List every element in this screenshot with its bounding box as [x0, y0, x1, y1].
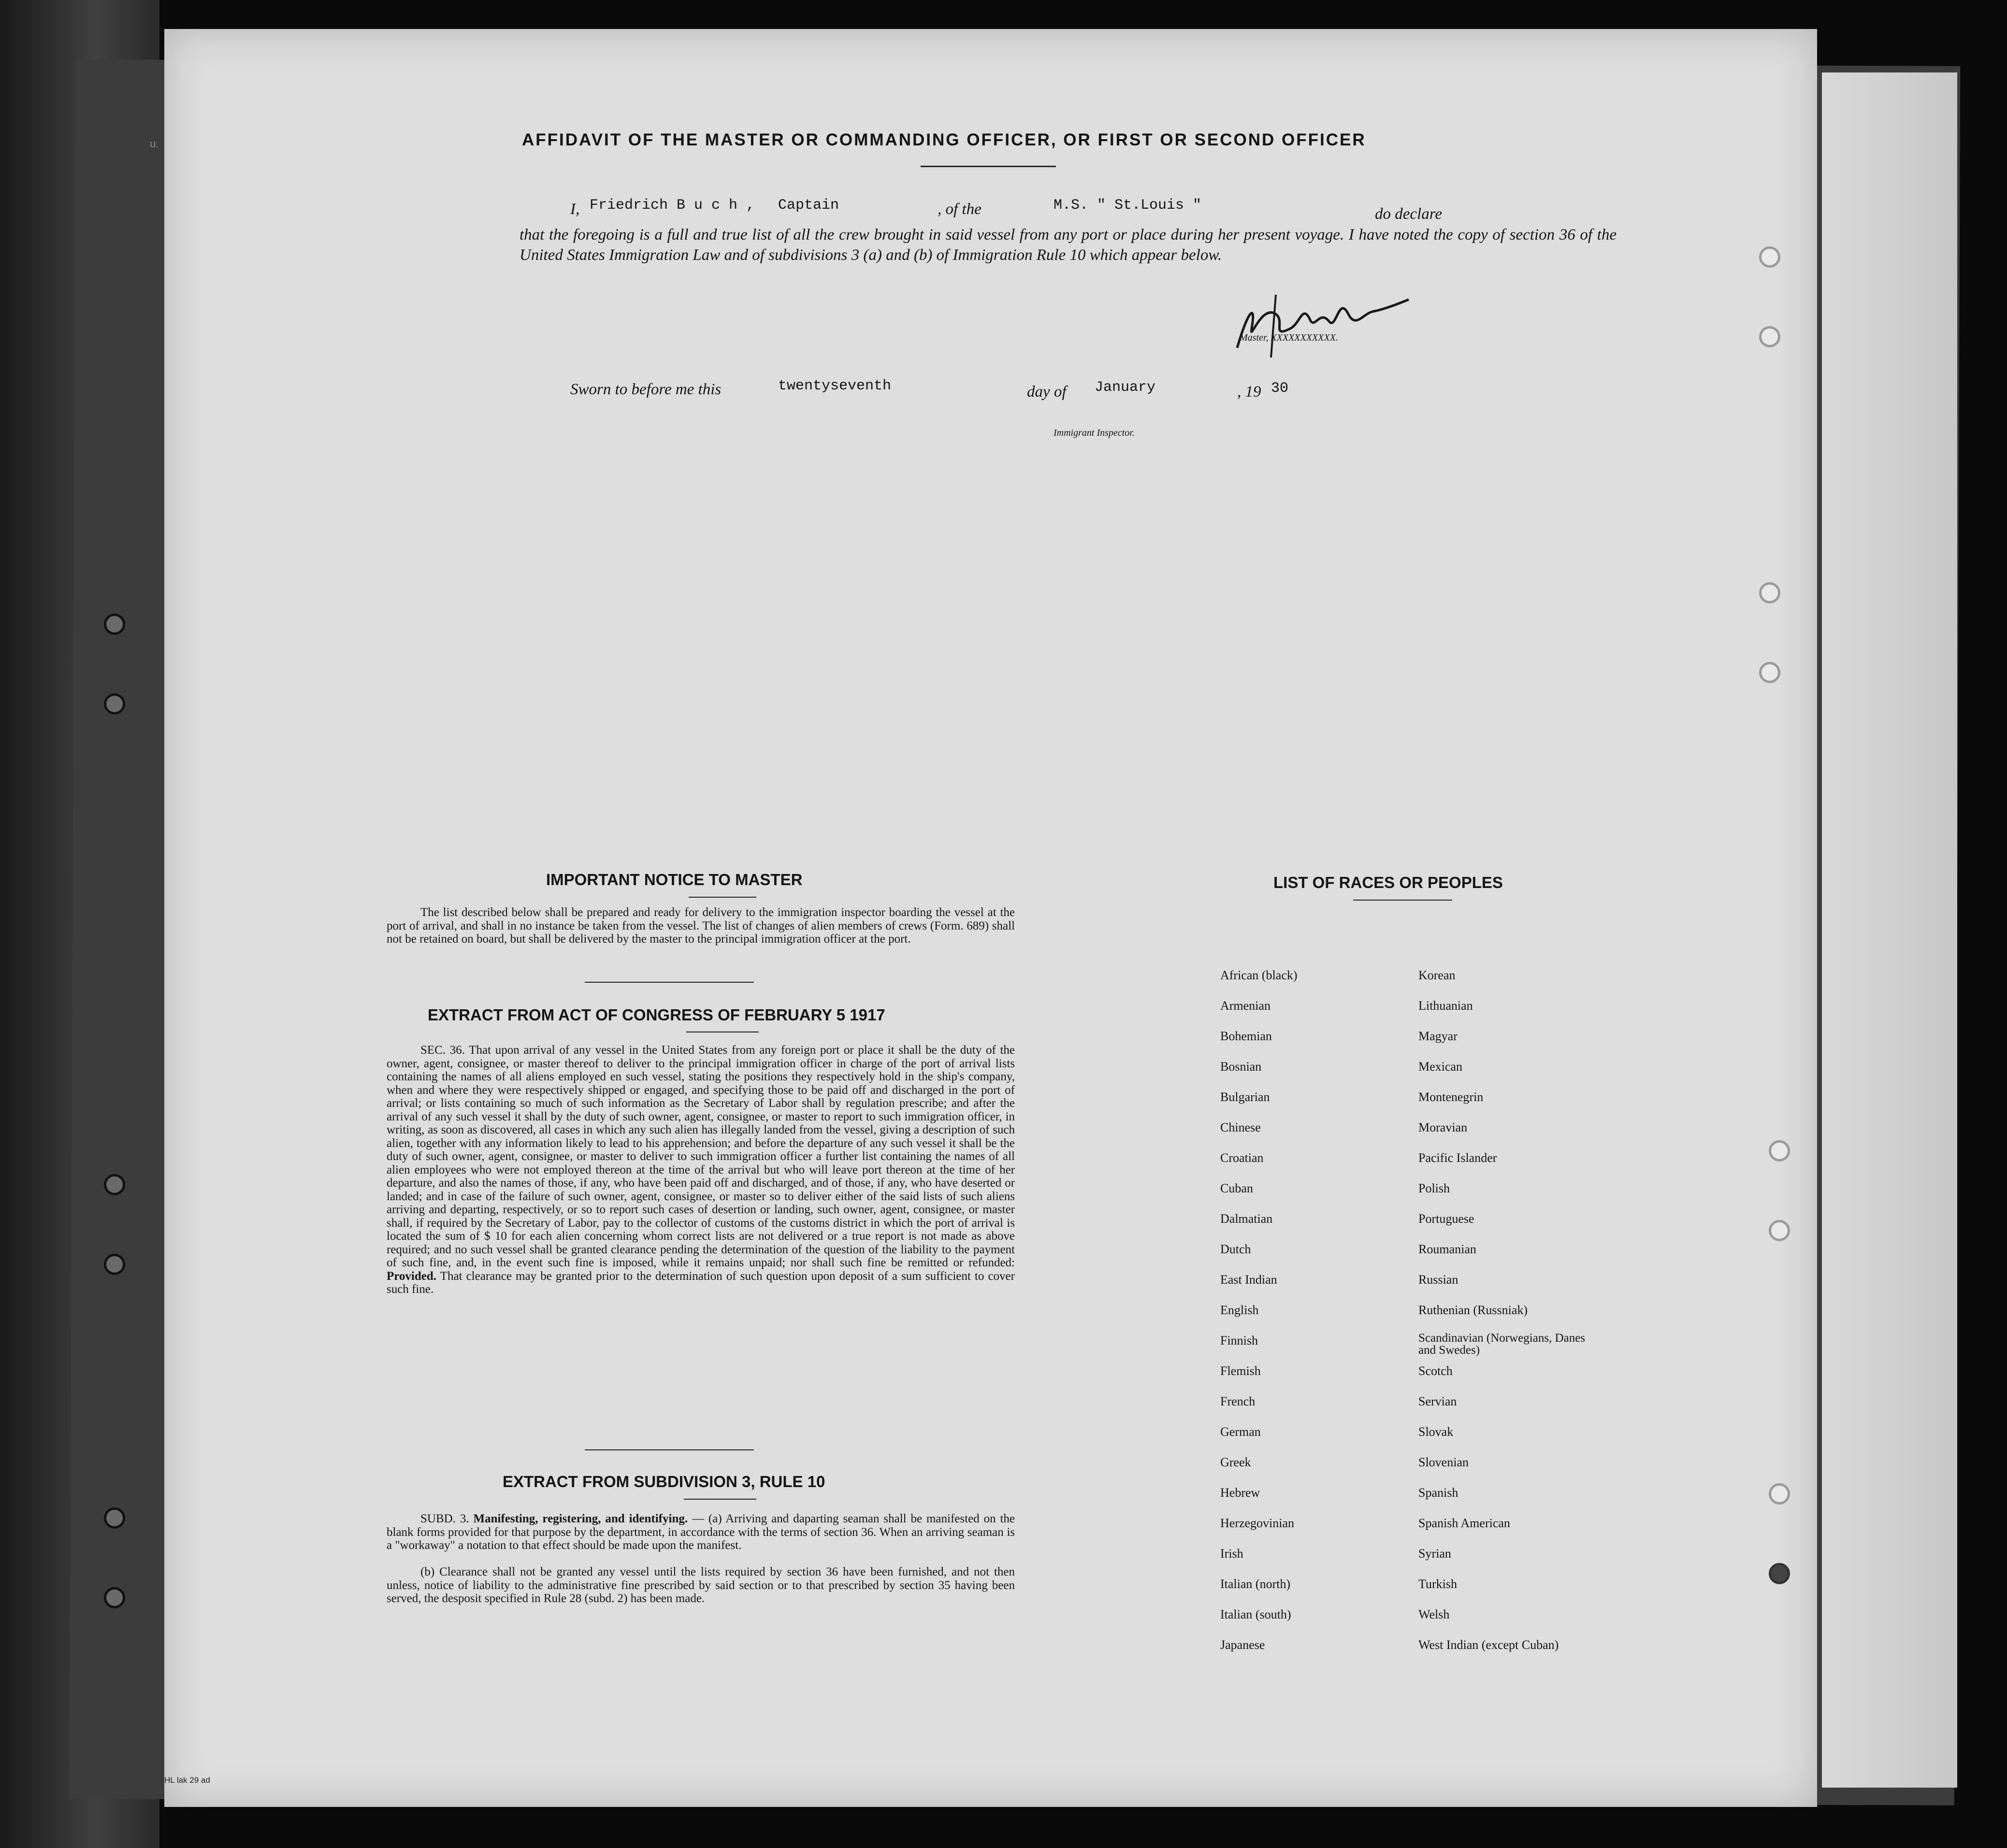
affidavit-intro: I, [570, 201, 580, 218]
sworn-month: January [1095, 379, 1156, 396]
race-item: Montenegrin [1418, 1090, 1484, 1104]
section-divider [585, 1449, 754, 1450]
day-of-label: day of [1027, 383, 1067, 401]
rule-subd-b: (b) Clearance shall not be granted any vessel until the lists required by section 36 have been furnished, and not then unless, notice of liability to the administrative fine prescribed by said section or to that prescribed by section 35 having been served, the desposit specified in Rule 28 (subd. 2) has been made. [387, 1565, 1015, 1605]
notice-body: The list described below shall be prepared and ready for delivery to the immigration inspector boarding the vessel at the port of arrival, and shall in no instance be taken from the vessel. The list of changes of alien members of crews (Form. 689) shall not be retained on board, but shall be delivered by the master to the principal immigration officer at the port. [387, 906, 1015, 945]
race-item: Mexican [1418, 1060, 1462, 1074]
race-item: West Indian (except Cuban) [1418, 1638, 1559, 1652]
declare-label: do declare [1375, 205, 1442, 223]
of-the-label: , of the [938, 201, 982, 218]
punch-hole [1769, 1220, 1790, 1241]
race-item: Chinese [1220, 1120, 1261, 1134]
race-item: Moravian [1418, 1120, 1468, 1134]
race-item: Italian (south) [1220, 1607, 1291, 1621]
master-rank: Captain [778, 197, 839, 214]
punch-hole [1769, 1483, 1790, 1504]
race-item: Slovak [1418, 1425, 1454, 1439]
race-item: Italian (north) [1220, 1577, 1291, 1591]
vessel-name: M.S. " St.Louis " [1054, 197, 1202, 214]
notice-title: IMPORTANT NOTICE TO MASTER [546, 871, 803, 888]
affidavit-body: that the foregoing is a full and true list of all the crew brought in said vessel from any port or place during her present voyage. I have noted the copy of section 36 of the United States Immigration Law and of subdivisions 3 (a) and (b) of Immigration Rule 10 which appear below. [520, 226, 1617, 264]
race-item: Bulgarian [1220, 1090, 1270, 1104]
race-item: Magyar [1418, 1029, 1458, 1043]
race-item: Scotch [1418, 1364, 1453, 1378]
race-item: Finnish [1220, 1333, 1258, 1347]
race-item: Croatian [1220, 1151, 1264, 1165]
notice-rule [689, 897, 756, 898]
rule-rule [684, 1499, 756, 1500]
year-label: , 19 [1237, 383, 1261, 401]
punch-hole [1759, 246, 1780, 268]
race-item: Cuban [1220, 1181, 1253, 1195]
title-rule [921, 166, 1056, 167]
race-item: Slovenian [1418, 1455, 1469, 1469]
section-divider [585, 982, 754, 983]
races-rule [1353, 900, 1452, 901]
inspector-label: Immigrant Inspector. [1054, 428, 1135, 438]
race-item: Servian [1418, 1394, 1457, 1408]
race-item: Lithuanian [1418, 999, 1473, 1013]
races-title: LIST OF RACES OR PEOPLES [1273, 874, 1503, 891]
punch-hole [1759, 662, 1780, 683]
race-item: Syrian [1418, 1547, 1451, 1561]
race-item: Armenian [1220, 999, 1271, 1013]
master-signature-label: Master, XXXXXXXXXXX. [1240, 332, 1338, 343]
act-title: EXTRACT FROM ACT OF CONGRESS OF FEBRUARY 5 1917 [428, 1006, 885, 1024]
sworn-day: twentyseventh [778, 378, 892, 394]
affidavit-page [164, 29, 1817, 1807]
race-item: Portuguese [1418, 1212, 1474, 1226]
act-body: SEC. 36. That upon arrival of any vessel in the United States from any foreign port or place it shall be the duty of the owner, agent, consignee, or master thereof to deliver to the principal immigration officer in charge of the port of arrival lists containing the names of all aliens employed en such vessel, stating the positions they respectively hold in the ship's company, when and where they were respectively shipped or engaged, and specifying those to be paid off and discharged in the port of arrival; or lists containing so much of such information as the Secretary of Labor shall by regulation prescribe; and after the arrival of any such vessel it shall by the duty of such owner, agent, consignee, or master to report to such immigration officer, in writing, as soon as discovered, all cases in which any such alien has illegally landed from the vessel, giving a description of such alien, together with any information likely to lead to his apprehension; and before the departure of any such vessel it shall be the duty of such owner, agent, consignee, or master to deliver to such immigration officer a further list containing the names of all alien employees who were not employed thereon at the time of the arrival but who will leave port thereon at the time of her departure, and also the names of those, if any, who have been paid off and discharged, and of those, if any, who have deserted or landed; and in case of the failure of such owner, agent, consignee, or master so to deliver either of the said lists of such aliens arriving and departing, respectively, or so to report such cases of desertion or landing, such owner, agent, consignee, or master shall, if required by the Secretary of Labor, pay to the collector of customs of the customs district in which the port of arrival is located the sum of $ 10 for each alien concerning whom correct lists are not delivered or a true report is not made as above required; and no such vessel shall be granted clearance pending the determination of the question of the liability to the payment of such fine, and, in the event such fine is imposed, while it remains unpaid; nor shall such fine be remitted or refunded: Provided. That clearance may be granted prior to the determination of such question upon deposit of a sum sufficient to cover such fine. [387, 1044, 1015, 1296]
punch-hole [1769, 1563, 1790, 1584]
act-rule [686, 1031, 759, 1032]
binder-hole [104, 614, 125, 635]
punch-hole [1769, 1140, 1790, 1161]
race-item: Pacific Islander [1418, 1151, 1497, 1165]
race-item: Bohemian [1220, 1029, 1272, 1043]
punch-hole [1759, 326, 1780, 347]
race-item: Dalmatian [1220, 1212, 1273, 1226]
race-item: Dutch [1220, 1242, 1251, 1256]
sworn-year: 30 [1271, 380, 1289, 397]
binder-hole [104, 1254, 125, 1275]
race-item: Greek [1220, 1455, 1251, 1469]
race-item: German [1220, 1425, 1261, 1439]
race-item: Welsh [1418, 1607, 1450, 1621]
rule-subd-a: SUBD. 3. Manifesting, registering, and identifying. — (a) Arriving and daparting seaman shall be manifested on the blank forms provided for that purpose by the department, in accordance with the terms of section 36. When an arriving seaman is a "workaway" a notation to that effect should be made upon the manifest. [387, 1512, 1015, 1552]
race-item: Spanish American [1418, 1516, 1510, 1530]
race-item: Polish [1418, 1181, 1450, 1195]
race-item: French [1220, 1394, 1256, 1408]
race-item: Japanese [1220, 1638, 1265, 1652]
race-item: Ruthenian (Russniak) [1418, 1303, 1528, 1317]
race-item: Scandinavian (Norwegians, Danes and Swedes) [1418, 1332, 1586, 1357]
master-signature [1218, 285, 1421, 362]
race-item: Flemish [1220, 1364, 1261, 1378]
underlying-sheet-edge [1822, 72, 1957, 1788]
race-item: Irish [1220, 1547, 1243, 1561]
race-item: Hebrew [1220, 1486, 1260, 1500]
race-item: Roumanian [1418, 1242, 1476, 1256]
race-item: Korean [1418, 968, 1456, 982]
affidavit-title: AFFIDAVIT OF THE MASTER OR COMMANDING OFFICER, OR FIRST OR SECOND OFFICER [522, 130, 1366, 149]
race-item: African (black) [1220, 968, 1298, 982]
race-item: Russian [1418, 1273, 1458, 1287]
race-item: Turkish [1418, 1577, 1457, 1591]
form-code: HL lak 29 ad [164, 1776, 210, 1785]
binder-hole [104, 693, 125, 715]
race-item: English [1220, 1303, 1259, 1317]
rule-title: EXTRACT FROM SUBDIVISION 3, RULE 10 [503, 1473, 825, 1490]
race-item: Bosnian [1220, 1060, 1262, 1074]
punch-hole [1759, 582, 1780, 603]
race-item: Herzegovinian [1220, 1516, 1295, 1530]
master-name: Friedrich B u c h , [590, 197, 755, 214]
binder-hole [104, 1587, 125, 1608]
race-item: East Indian [1220, 1273, 1277, 1287]
binder-hole [104, 1507, 125, 1529]
binder-hole [104, 1174, 125, 1195]
sworn-label: Sworn to before me this [570, 381, 722, 398]
race-item: Spanish [1418, 1486, 1458, 1500]
edge-mark: u. [150, 138, 159, 150]
